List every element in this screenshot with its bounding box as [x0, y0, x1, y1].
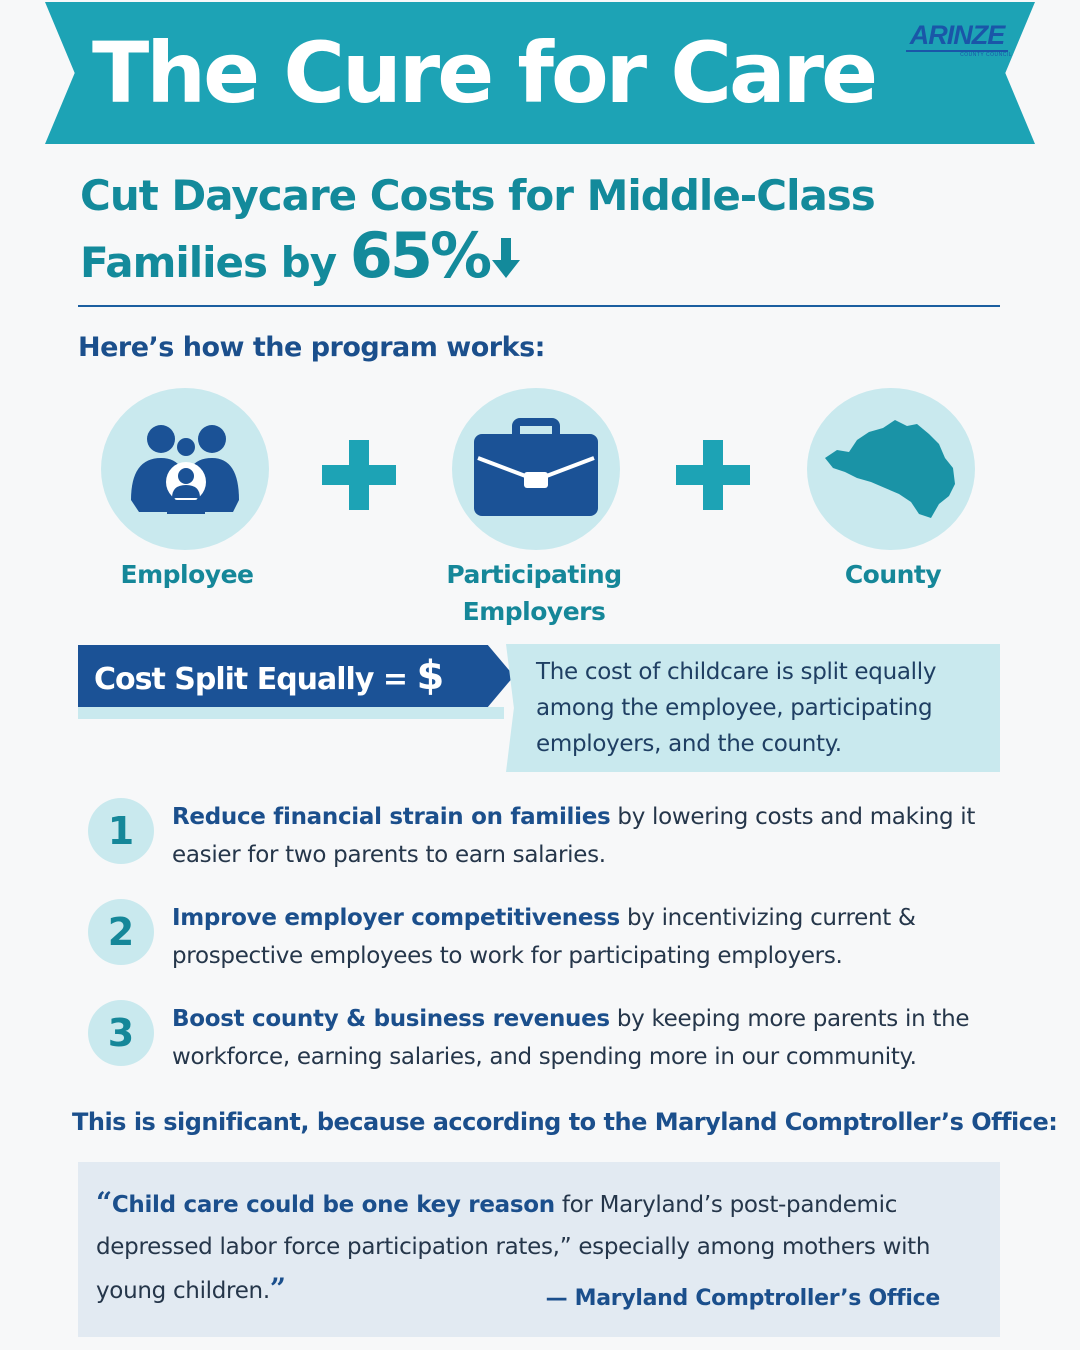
page-title: The Cure for Care	[92, 24, 876, 122]
down-arrow-icon	[491, 236, 521, 296]
benefit-number-1: 1	[88, 798, 154, 864]
cost-bar-shadow	[78, 707, 504, 719]
quote-body: for Maryland’s post-pandemic depressed labor force participation rates,” especially among mothers with young children.	[96, 1192, 931, 1304]
briefcase-icon	[452, 388, 620, 550]
benefit-text: by keeping more parents in the workforce, earning salaries, and spending more in our community.	[172, 1006, 970, 1070]
cost-split-text: Cost Split Equally =	[94, 662, 407, 697]
subtitle-line-2	[80, 219, 1000, 296]
close-quote-icon: ”	[269, 1272, 286, 1305]
cost-split-description: The cost of childcare is split equally among the employee, participating employers, and the county.	[536, 659, 937, 757]
logo-name: ARINZE	[909, 20, 1005, 50]
benefit-item-1	[172, 798, 1012, 874]
partner-label-employee: Employee	[120, 560, 254, 589]
section-divider	[78, 305, 1000, 307]
benefit-item-2	[172, 899, 1012, 975]
benefit-number-3: 3	[88, 1000, 154, 1066]
subtitle-prefix: Families by	[80, 238, 337, 287]
benefit-lead: Improve employer competitiveness	[172, 905, 620, 931]
county-circle	[807, 388, 975, 550]
subtitle-line-1: Cut Daycare Costs for Middle-Class	[80, 171, 875, 220]
partner-label-employers	[404, 556, 664, 630]
subtitle	[80, 166, 1000, 296]
open-quote-icon: “	[96, 1186, 112, 1219]
benefit-lead: Reduce financial strain on families	[172, 804, 611, 830]
program-intro: Here’s how the program works:	[78, 332, 545, 363]
percent-value: 65%	[349, 219, 490, 292]
benefit-item-3	[172, 1000, 1012, 1076]
partner-label-employers-line-1: Participating	[446, 560, 622, 589]
benefit-text: by lowering costs and making it easier for two parents to earn salaries.	[172, 804, 976, 868]
plus-icon	[322, 440, 396, 514]
county-map-icon	[807, 388, 975, 550]
quote-lead: Child care could be one key reason	[111, 1192, 555, 1218]
partner-label-employers-line-2: Employers	[462, 597, 606, 626]
logo-subtitle: COUNTY COUNCIL	[960, 52, 1012, 58]
partner-label-county: County	[844, 560, 942, 589]
employee-circle	[101, 388, 269, 550]
benefit-text: by incentivizing current & prospective employees to work for participating employers.	[172, 905, 916, 969]
dollar-icon: $	[416, 653, 444, 699]
cost-split-label	[94, 650, 443, 706]
family-icon	[101, 388, 269, 550]
employers-circle	[452, 388, 620, 550]
benefit-number-2: 2	[88, 899, 154, 965]
council-logo	[902, 20, 1012, 58]
significance-statement: This is significant, because according to the Maryland Comptroller’s Office:	[72, 1108, 1058, 1136]
plus-icon	[676, 440, 750, 514]
quote-attribution: — Maryland Comptroller’s Office	[545, 1286, 940, 1311]
benefit-lead: Boost county & business revenues	[172, 1006, 610, 1032]
